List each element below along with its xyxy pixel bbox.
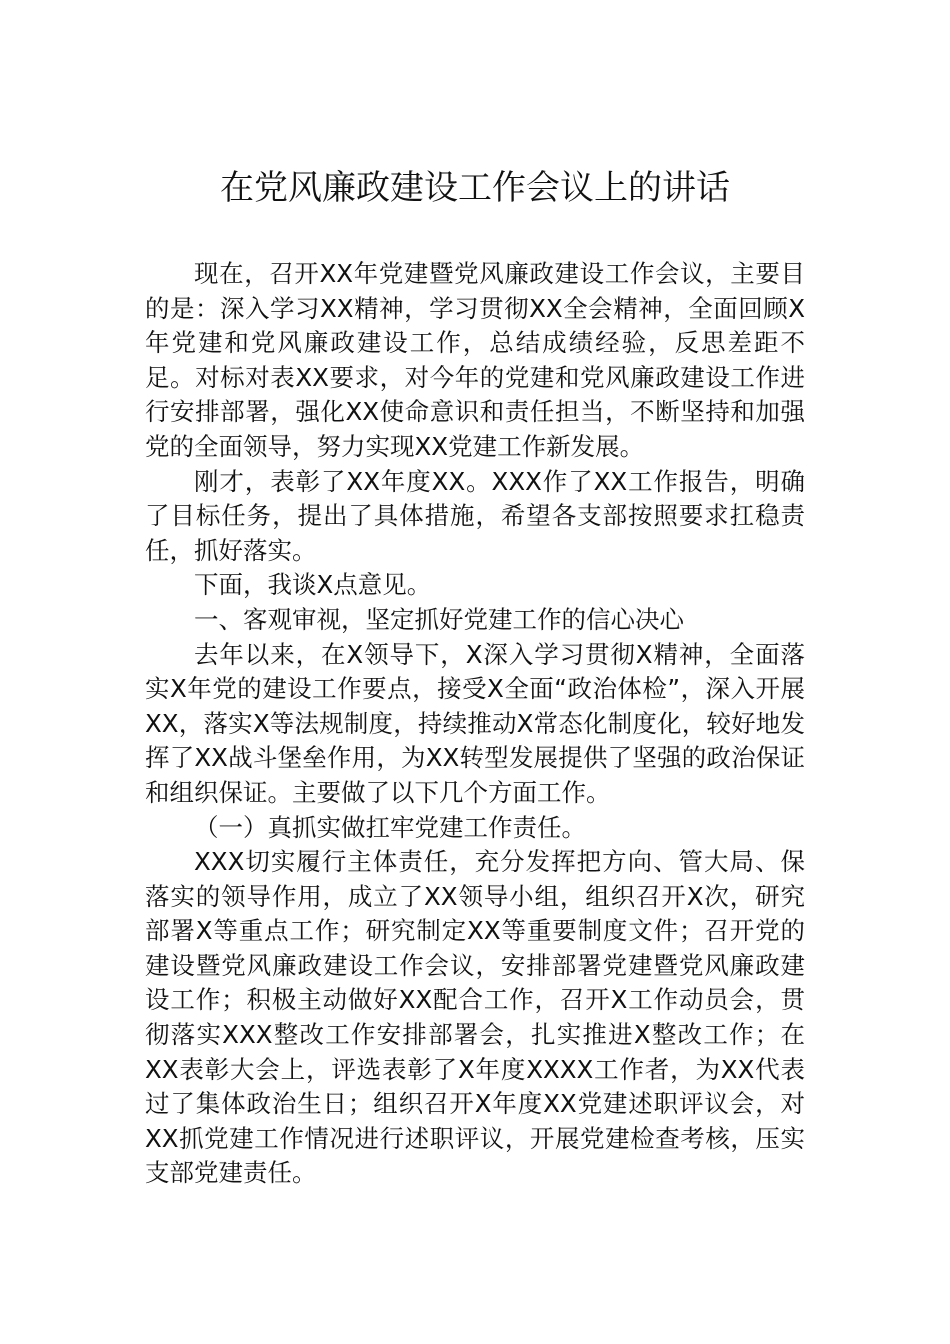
section-heading-1: 一、客观审视，坚定抓好党建工作的信心决心 [194,604,684,634]
document-title: 在党风廉政建设工作会议上的讲话 [220,168,730,208]
paragraph-opening: 现在，召开XX年党建暨党风廉政建设工作会议，主要目的是：深入学习XX精神，学习贯彻XX全会精神，全面回顾X年党建和党风廉政建设工作，总结成绩经验，反思差距不足。对标对表XX要求，对今年的党建和党风廉政建设工作进行安排部署，强化XX使命意识和责任担当，不断坚持和加强党的全面领导，努力实现XX党建工作新发展。 [145,259,805,461]
paragraph-responsibility: XXX切实履行主体责任，充分发挥把方向、管大局、保落实的领导作用，成立了XX领导小组，组织召开X次，研究部署X等重点工作；研究制定XX等重要制度文件；召开党的建设暨党风廉政建设工作会议，安排部署党建暨党风廉政建设工作；积极主动做好XX配合工作，召开X工作动员会，贯彻落实XXX整改工作安排部署会，扎实推进X整改工作；在XX表彰大会上，评选表彰了X年度XXXX工作者，为XX代表过了集体政治生日；组织召开X年度XX党建述职评议会，对XX抓党建工作情况进行述职评议，开展党建检查考核，压实支部党建责任。 [145,847,805,1188]
document-body [145,257,805,1191]
paragraph-review: 去年以来，在X领导下，X深入学习贯彻X精神，全面落实X年党的建设工作要点，接受X全面“政治体检”，深入开展XX，落实X等法规制度，持续推动X常态化制度化，较好地发挥了XX战斗堡垒作用，为XX转型发展提供了坚强的政治保证和组织保证。主要做了以下几个方面工作。 [145,639,805,807]
subsection-heading-1: （一）真抓实做扛牢党建工作责任。 [194,812,586,842]
paragraph-commendation: 刚才，表彰了XX年度XX。XXX作了XX工作报告，明确了目标任务，提出了具体措施，希望各支部按照要求扛稳责任，抓好落实。 [145,466,805,565]
paragraph-intro-points: 下面，我谈X点意见。 [194,570,432,600]
